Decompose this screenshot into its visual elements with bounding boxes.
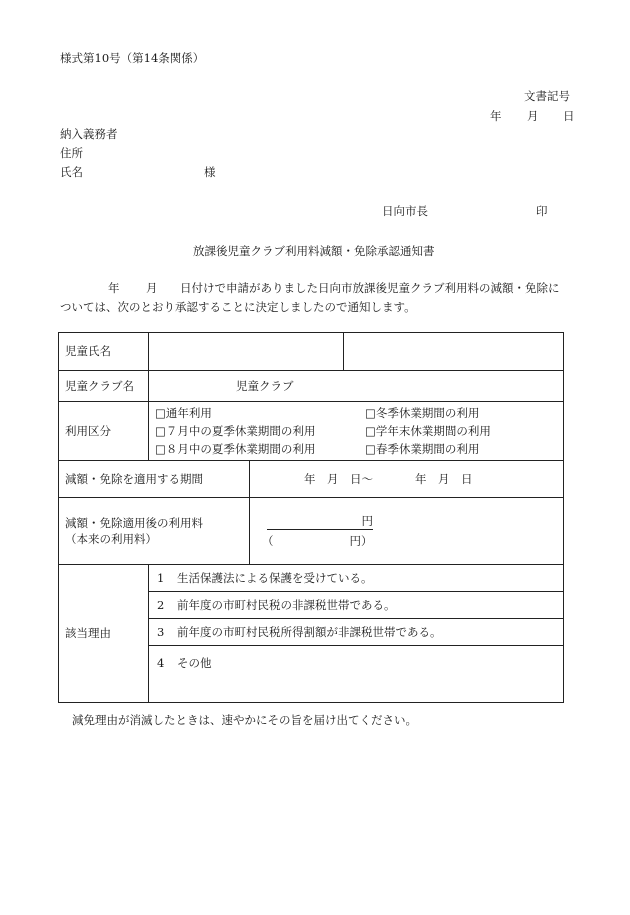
honorific: 様 [204, 165, 216, 179]
form-number: 様式第10号（第14条関係） [60, 51, 205, 65]
period-end: 年 月 日 [415, 471, 473, 486]
fee-original-close: 円） [349, 534, 373, 548]
seal-mark: 印 [536, 204, 548, 218]
document-title: 放課後児童クラブ利用料減額・免除承認通知書 [193, 244, 435, 258]
reason-item [149, 592, 563, 619]
reason-label: 該当理由 [59, 565, 149, 703]
category-option-july-summer: □７月中の夏季休業期間の利用 [155, 424, 316, 438]
category-label: 利用区分 [59, 402, 149, 461]
date-month-label: 月 [527, 109, 539, 123]
fee-amount-line [267, 513, 373, 530]
category-option-year-end: □学年末休業期間の利用 [365, 424, 491, 438]
reason-number: 2 [157, 597, 165, 612]
club-name-label: 児童クラブ名 [59, 371, 149, 402]
reason-text: 前年度の市町村民税の非課税世帯である。 [177, 597, 396, 612]
name-label: 氏名 [60, 165, 83, 179]
child-name-field [149, 333, 344, 371]
fee-original-amount [262, 533, 563, 549]
reason-number: 4 [157, 656, 165, 670]
fee-label-cell [59, 498, 250, 565]
period-row [59, 461, 564, 498]
child-name-row [59, 333, 564, 371]
club-name-value: 児童クラブ [149, 371, 564, 402]
reason-text: 生活保護法による保護を受けている。 [177, 570, 373, 585]
obligor-label: 納入義務者 [60, 127, 118, 141]
period-label: 減額・免除を適用する期間 [59, 461, 250, 498]
reason-number: 1 [157, 570, 165, 585]
body-line-1: 日付けで申請がありました日向市放課後児童クラブ利用料の減額・免除に [180, 281, 560, 295]
body-line-2: ついては、次のとおり承認することに決定しましたので通知します。 [60, 300, 416, 314]
period-value [250, 461, 564, 498]
document-number: 文書記号 [524, 89, 570, 103]
category-option-august-summer: □８月中の夏季休業期間の利用 [155, 442, 316, 456]
fee-row [59, 498, 564, 565]
reason-row [59, 565, 564, 703]
date-day-label: 日 [563, 109, 575, 123]
issuer-title: 日向市長 [382, 204, 428, 218]
footer-note: 減免理由が消滅したときは、速やかにその旨を届け出てください。 [72, 713, 417, 727]
date-year-label: 年 [490, 109, 502, 123]
category-row [59, 402, 564, 461]
child-name-extra-field [344, 333, 564, 371]
category-option-winter: □冬季休業期間の利用 [365, 406, 480, 420]
category-options [149, 402, 564, 461]
body-month: 月 [146, 281, 158, 295]
category-option-spring: □春季休業期間の利用 [365, 442, 480, 456]
reason-item [149, 565, 563, 592]
reason-number: 3 [157, 624, 165, 639]
fee-value-cell [250, 498, 564, 565]
reason-item [149, 646, 563, 702]
approval-form-table [58, 332, 564, 703]
fee-amount-unit: 円 [361, 514, 373, 528]
reason-item [149, 619, 563, 646]
fee-label: 減額・免除適用後の利用料 [65, 515, 203, 530]
category-option-annual: □通年利用 [155, 406, 212, 420]
body-year: 年 [108, 281, 120, 295]
reason-list [149, 565, 564, 703]
fee-original-open: （ [262, 534, 274, 548]
fee-original-label: （本来の利用料） [65, 532, 157, 546]
period-start: 年 月 日〜 [304, 471, 373, 486]
reason-text: 前年度の市町村民税所得割額が非課税世帯である。 [177, 624, 442, 639]
address-label: 住所 [60, 146, 83, 160]
club-name-row [59, 371, 564, 402]
reason-text: その他 [177, 656, 212, 670]
child-name-label: 児童氏名 [59, 333, 149, 371]
